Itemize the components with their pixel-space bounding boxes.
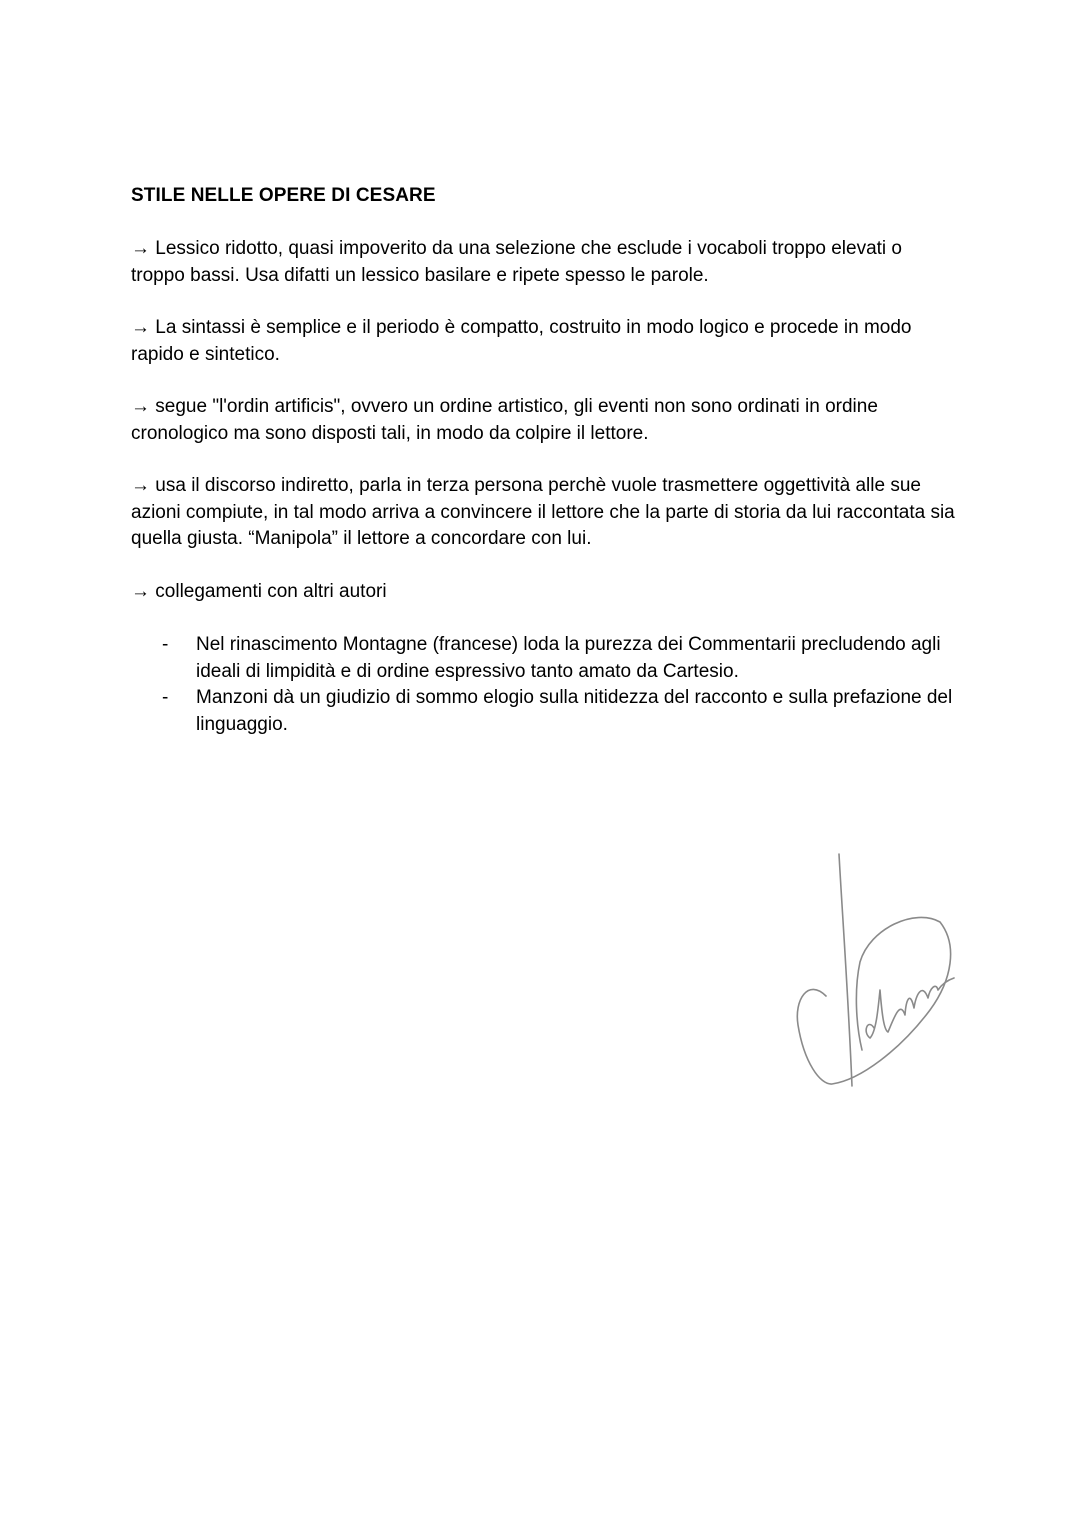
paragraph-discorso-indiretto: → usa il discorso indiretto, parla in terza persona perchè vuole trasmettere oggettività alle sue azioni compiute, in tal modo arriva a convincere il lettore che la parte di storia da lui raccontata sia quella giusta. “Manipola” il lettore a concordare con lui.	[131, 475, 955, 549]
list-item	[131, 685, 961, 738]
signature-stroke-loop	[797, 917, 950, 1084]
page-title: STILE NELLE OPERE DI CESARE	[131, 185, 436, 206]
signature	[790, 850, 960, 1095]
signature-stroke-letters	[866, 978, 954, 1038]
bullet-dash: -	[162, 634, 169, 655]
list-item-text: Nel rinascimento Montagne (francese) loda la purezza dei Commentarii precludendo agli ideali di limpidità e di ordine espressivo tanto amato da Cartesio.	[196, 634, 941, 682]
paragraph-ordine: → segue "l'ordin artificis", ovvero un ordine artistico, gli eventi non sono ordinati in ordine cronologico ma sono disposti tali, in modo da colpire il lettore.	[131, 396, 878, 444]
signature-stroke-vertical	[839, 854, 852, 1086]
bullet-list	[131, 632, 961, 738]
paragraph-sintassi: → La sintassi è semplice e il periodo è compatto, costruito in modo logico e procede in modo rapido e sintetico.	[131, 317, 912, 365]
bullet-dash: -	[162, 687, 169, 708]
paragraph-lessico: → Lessico ridotto, quasi impoverito da una selezione che esclude i vocaboli troppo elevati o troppo bassi. Usa difatti un lessico basilare e ripete spesso le parole.	[131, 238, 903, 286]
paragraph-collegamenti: → collegamenti con altri autori	[131, 581, 387, 602]
list-item	[131, 632, 961, 685]
list-item-text: Manzoni dà un giudizio di sommo elogio sulla nitidezza del racconto e sulla prefazione del linguaggio.	[196, 687, 953, 735]
